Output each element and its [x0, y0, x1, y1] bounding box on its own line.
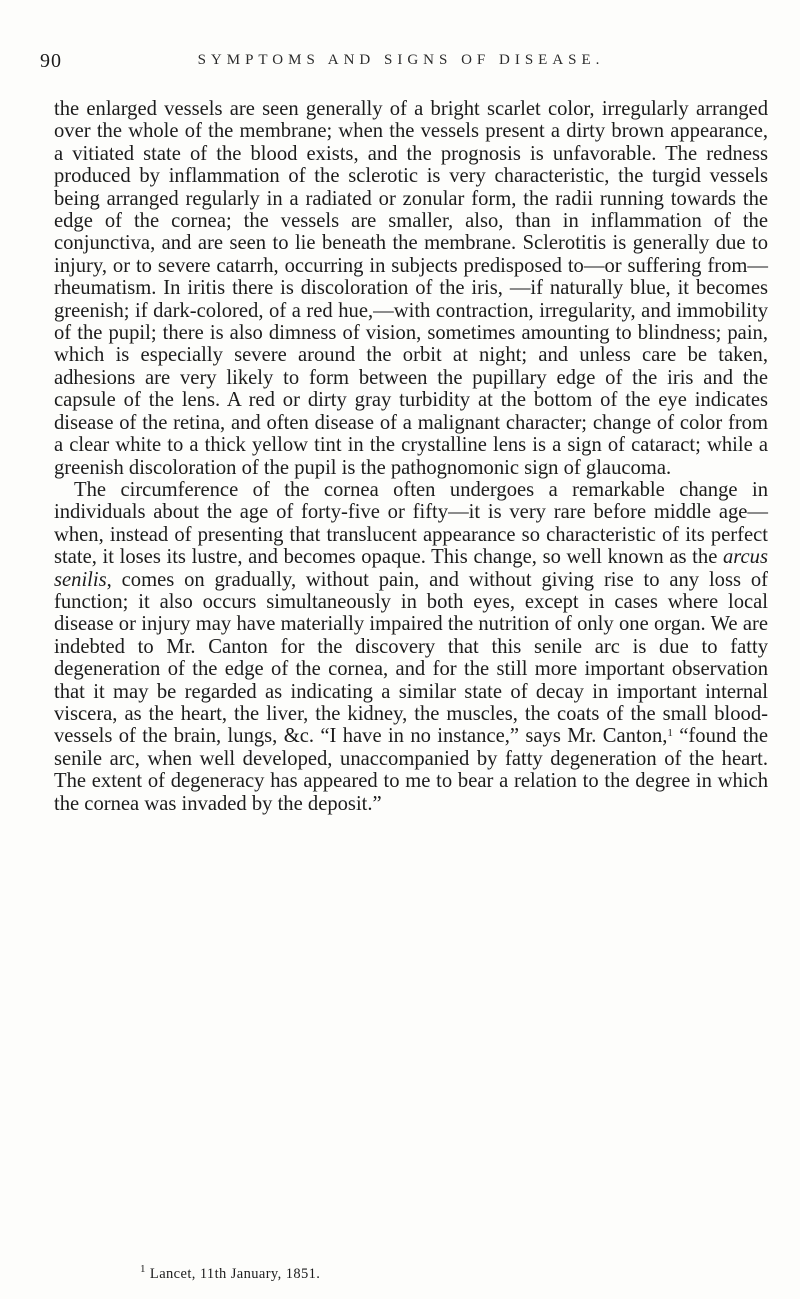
- paragraph-text: The circumference of the cornea often undergoes a remarkable change in individuals about the age of forty-five or fifty—it is very rare before middle age—when, instead of presenting that translucent appearance so characteristic of its perfect state, it loses its lustre, and becomes opaque. This change, so well known as the: [54, 478, 768, 569]
- page-header: [40, 50, 762, 80]
- body-text: [54, 98, 768, 815]
- paragraph: [54, 98, 768, 479]
- paragraph-text: the enlarged vessels are seen generally of a bright scarlet color, irregularly arranged over the whole of the membrane; when the vessels present a dirty brown appearance, a vitiated state of the blood exists, and the prognosis is unfavorable. The redness produced by inflammation of the sclerotic is very characteristic, the turgid vessels being arranged regularly in a radiated or zonular form, the radii running towards the edge of the cornea; the vessels are smaller, also, than in inflammation of the conjunctiva, and are seen to lie beneath the membrane. Sclerotitis is generally due to injury, or to severe catarrh, occurring in subjects predisposed to—or suffering from—rheumatism. In iritis there is discoloration of the iris, —if naturally blue, it becomes greenish; if dark-colored, of a red hue,—with contraction, irregularity, and immobility of the pupil; there is also dimness of vision, sometimes amounting to blindness; pain, which is especially severe around the orbit at night; and unless care be taken, adhesions are very likely to form between the pupillary edge of the iris and the capsule of the lens. A red or dirty gray turbidity at the bottom of the eye indicates disease of the retina, and often disease of a malignant character; change of color from a clear white to a thick yellow tint in the crystalline lens is a sign of cataract; while a greenish discoloration of the pupil is the pathognomonic sign of glaucoma.: [54, 98, 768, 479]
- running-head: SYMPTOMS AND SIGNS OF DISEASE.: [197, 52, 605, 68]
- paragraph-text: “found the senile arc, when well developed, unaccompanied by fatty degeneration of the heart. The extent of degeneracy has appeared to me to bear a relation to the degree in which the cornea was invaded by the deposit.”: [54, 725, 768, 815]
- footnote-reference: 1: [667, 727, 673, 740]
- paragraph: [54, 479, 768, 815]
- footnote-text: Lancet, 11th January, 1851.: [145, 1266, 321, 1282]
- paragraph-text: , comes on gradually, without pain, and without giving rise to any loss of function; it also occurs simultaneously in both eyes, except in cases where local disease or injury may have materially impaired the nutrition of only one organ. We are indebted to Mr. Canton for the discovery that this senile arc is due to fatty degeneration of the edge of the cornea, and for the still more important observation that it may be regarded as indicating a similar state of decay in important internal viscera, as the heart, the liver, the kidney, the muscles, the coats of the small blood-vessels of the brain, lungs, &c. “I have in no instance,” says Mr. Canton,: [54, 568, 768, 748]
- page-number: 90: [40, 50, 62, 72]
- footnote: [140, 1263, 321, 1283]
- footnote-marker: 1: [140, 1263, 146, 1275]
- italic-term: arcus senilis: [54, 546, 768, 591]
